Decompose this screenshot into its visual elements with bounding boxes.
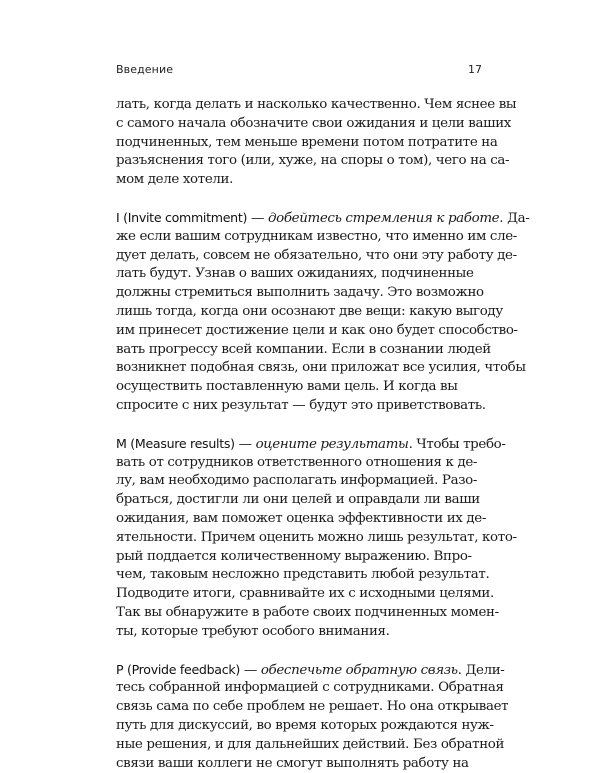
text-line: с самого начала обозначите свои ожидания и цели ваших	[116, 115, 482, 134]
text-line: лать будут. Узнав о ваших ожиданиях, подчиненные	[116, 265, 482, 284]
body-text	[116, 96, 482, 773]
paragraph-lead-line	[116, 209, 482, 228]
paragraph-continuation	[116, 96, 482, 190]
text-line: вать прогрессу всей компании. Если в сознании людей	[116, 341, 482, 360]
text-line: тесь собранной информацией с сотрудниками. Обратная	[116, 679, 482, 698]
section-title: Введение	[116, 63, 173, 76]
paragraph-gap	[116, 190, 482, 209]
text-line: ные решения, и для дальнейших действий. Без обратной	[116, 736, 482, 755]
text-line: ожидания, вам поможет оценка эффективности их де-	[116, 510, 482, 529]
paragraph-invite-commitment	[116, 209, 482, 416]
text-line: рый поддается количественному выражению. Впро-	[116, 548, 482, 567]
term-gloss: обеспечьте обратную связь	[261, 663, 458, 678]
paragraph-gap	[116, 642, 482, 661]
text-line: ты, которые требуют особого внимания.	[116, 623, 482, 642]
paragraph-lead-line	[116, 661, 482, 680]
text-line: лу, вам необходимо располагать информацией. Разо-	[116, 472, 482, 491]
paragraph-provide-feedback	[116, 661, 482, 773]
text-line: браться, достигли ли они целей и оправдали ли ваши	[116, 491, 482, 510]
term-gloss: оцените результаты	[256, 437, 409, 452]
running-header	[116, 63, 482, 81]
text-line: им принесет достижение цели и как оно будет способство-	[116, 322, 482, 341]
text-line: Так вы обнаружите в работе своих подчиненных момен-	[116, 604, 482, 623]
text-line: чем, таковым несложно представить любой результат.	[116, 566, 482, 585]
text-line: Подводите итоги, сравнивайте их с исходными целями.	[116, 585, 482, 604]
text-line: ятельности. Причем оценить можно лишь результат, кото-	[116, 529, 482, 548]
text-line: мом деле хотели.	[116, 171, 482, 190]
text-line: осуществить поставленную вами цель. И когда вы	[116, 378, 482, 397]
text-line: лать, когда делать и насколько качественно. Чем яснее вы	[116, 96, 482, 115]
text-line: вать от сотрудников ответственного отношения к де-	[116, 454, 482, 473]
paragraph-gap	[116, 416, 482, 435]
lead-line-rest: . Дели-	[458, 663, 505, 678]
text-line: путь для дискуссий, во время которых рождаются нуж-	[116, 717, 482, 736]
paragraph-measure-results	[116, 435, 482, 642]
text-line: связь сама по себе проблем не решает. Но она открывает	[116, 698, 482, 717]
text-line: лишь тогда, когда они осознают две вещи: какую выгоду	[116, 303, 482, 322]
lead-line-rest: . Да-	[499, 211, 529, 226]
term-label: I (Invite commitment)	[116, 210, 247, 225]
term-label: P (Provide feedback)	[116, 662, 240, 677]
lead-line-rest: . Чтобы требо-	[409, 437, 506, 452]
em-dash: —	[235, 437, 256, 452]
page-number: 17	[468, 63, 482, 76]
em-dash: —	[240, 663, 261, 678]
text-line: разъяснения того (или, хуже, на споры о том), чего на са-	[116, 152, 482, 171]
em-dash: —	[247, 211, 268, 226]
term-gloss: добейтесь стремления к работе	[268, 211, 499, 226]
text-line: дует делать, совсем не обязательно, что они эту работу де-	[116, 247, 482, 266]
text-line: возникнет подобная связь, они приложат все усилия, чтобы	[116, 359, 482, 378]
term-label: M (Measure results)	[116, 436, 235, 451]
text-line: же если вашим сотрудникам известно, что именно им сле-	[116, 228, 482, 247]
text-line: связи ваши коллеги не смогут выполнять работу на	[116, 755, 482, 773]
paragraph-lead-line	[116, 435, 482, 454]
text-line: спросите с них результат — будут это приветствовать.	[116, 397, 482, 416]
text-line: подчиненных, тем меньше времени потом потратите на	[116, 134, 482, 153]
text-line: должны стремиться выполнить задачу. Это возможно	[116, 284, 482, 303]
